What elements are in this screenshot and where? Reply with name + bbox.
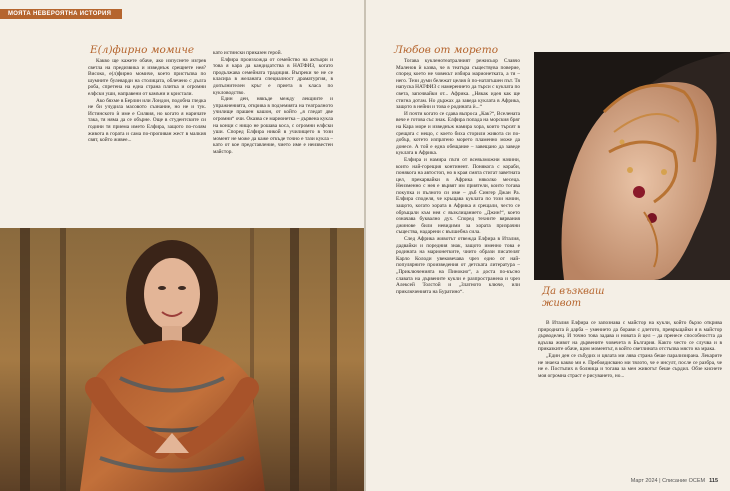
paragraph: Тогава кукленотеатралният режисьор Славчо Маленов ѝ казва, че в театъра съществува поверие, според което не човекът избира марионетката, а тя – него. Тези думи бележат целия ѝ по-нататъшен път. Тя напуска НАТФИЗ с намерението да търси с куклата по света, започвайки от... Африка. „Някак идея как ще стигна дотам. Но държах да заведа куклата в Африка, защото в нейни и това е родината ѝ...“ xyxy=(396,58,520,111)
paragraph: И почти когато се сдава въпроса „Как?“, Вселената вече е готова със знак. Елфира попада на морския бряг на Кара море и изведнъж намира хора, които търсят в срещата с нещо, с което биха сторили живота си по-добър, котето изпратено морето пламенно може да донесе. А той е една обещание – завещано да заведе куклата в Африка. xyxy=(396,110,520,157)
paragraph: След Африка животът отвежда Елфира в Италия, дадвайки и поредния знак, защото именно това е родината на марионетките, чиито образи писателят Карло Колоди увековечава чрез едно от най-популярните произведения от детската литература – „Приключенията на Пинокио“, а доста по-късно славата на дървените кукли е разпространена и чрез Алексей Толстой и „Златното ключе, или приключенията на Буратино“. xyxy=(396,236,520,295)
paragraph: Елфира и намира пътя от всевъзможни начини, които най-горещия континент. Понякога с кораби, понякога на автостоп, но в края смята стигат заветната цел, прекарвайки в Африка няколко месеца. Неизменно с нея е вървят им приятели, които тогава покупка и пълното си име – дъб Сингер Джан Ра. Елфира споделя, че кръщава куклата по този начин, защото, когато хората в Африка я срещали, често се обръщали към нея с възклицанието „Джин!“, което означава буквално дух. Според техните вярвания джинове били невидими за хората призрачни същества, надарени с вълшебна сила. xyxy=(396,156,520,236)
paragraph: „Един ден се събудих и цялата ми лява страна беше парализирана. Лекарите не знаеха какво ми е. Пребоядисвано ми тялото, че е инсулт, после се разбра, че не е. Постъпих в болница и тогава за мен животът беше сърдил. Обзе киснете моя огромна страст е рисуването, но... xyxy=(538,352,722,379)
right-page xyxy=(366,0,730,491)
paragraph: Един ден, някъде между лекциите и упражненията, открива в подземията на театралното училище прашен кашон, от който „я гледат две огромни“ очи. Оказва се марионетка – дървена кукла на конци с нищо не рошава коса, с огромни елфски уши. Според Елфира никой в училището в този момент не може да каже откъде точно е тази кукла – като от кое представление, чието име е неизвестен майстор. xyxy=(213,96,333,155)
portrait-image xyxy=(0,228,365,491)
article-subheading-2: Да възкваш живот xyxy=(542,286,605,309)
folio-text: Март 2024 | Списание ОСЕМ xyxy=(630,478,706,484)
text-column-2 xyxy=(213,50,333,225)
page-number: 115 xyxy=(709,478,718,484)
text-column-4 xyxy=(538,320,722,478)
paragraph: Ако бяхме в Берлин или Лондон, подобна гледка не би учудила масовото съзнание, но не и тук. Истинското ѝ име е Силвия, но когато я наричате така, тя няма да се обърне. Още в студентските си години тя приема името Елфира, защото по-голям живота в гората и сама по-пропиван жест в малкия свят, който живее... xyxy=(88,97,206,144)
article-heading: Е(л)фирно момиче xyxy=(90,44,195,56)
article-subheading: Любов от морето xyxy=(394,44,499,56)
portrait-photo xyxy=(0,228,365,491)
section-tag: МОЯТА НЕВЕРОЯТНА ИСТОРИЯ xyxy=(0,9,122,19)
text-column-3 xyxy=(396,58,520,484)
folio xyxy=(631,478,718,484)
text-column-1 xyxy=(88,58,206,226)
earring-photo xyxy=(534,52,730,280)
paragraph: В Италия Елфира се запознава с майстор на кукли, който бързо открива природната ѝ дарба – умението да борави с длетото, превръщайки я в майстор дърводелец. И точно това задава и новата ѝ цел – да пренесе способността да вдъхва живот на дървените човечета в България. Както често се случва и в приказките обаче, щом моментът, в който светлината отстъпва място на мрака. xyxy=(538,320,722,353)
paragraph: като истински приказен герой. xyxy=(213,50,282,56)
paragraph: Елфира произхожда от семейство на актьори и това я кара да кандидатства в НАТФИЗ, когато продължава семейната традиция. Въпреки че не се класира в желаната специалност драматургия, в допълнителен кръг е приета в класа по кукловодство. xyxy=(213,56,333,96)
earring-image xyxy=(534,52,730,280)
paragraph: Какво ще кажете обаче, ако изпуснете изгрев светла на предизвика и изведнъж срещнете нея? Високо, е(л)фирно момиче, което пристъпва по шумните булеварди на столицата, облечено с дълга роба, спретена на една страна плитка и огромни елфски уши, направени от камъни и кристали. xyxy=(88,58,206,97)
